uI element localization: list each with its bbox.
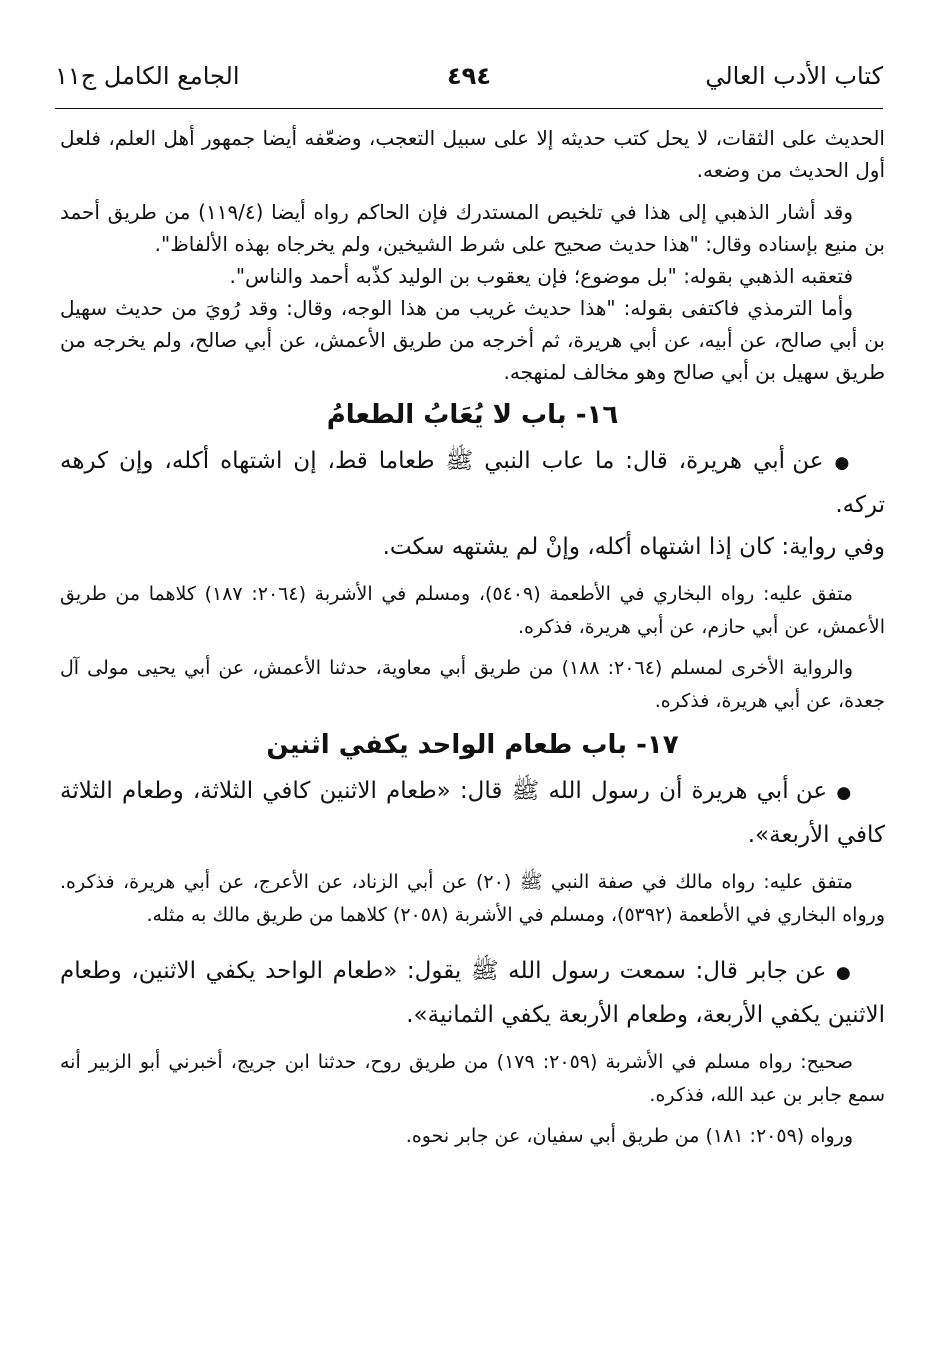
paragraph: الحديث على الثقات، لا يحل كتب حديثه إلا على سبيل التعجب، وضعّفه أيضا جمهور أهل العلم، فلعل أول الحديث من وضعه.	[60, 126, 885, 182]
bullet-icon: ●	[834, 453, 853, 473]
bullet-icon: ●	[836, 783, 854, 803]
takhrij-note: صحيح: رواه مسلم في الأشربة (٢٠٥٩: ١٧٩) من طريق روح، حدثنا ابن جريج، أخبرني أبو الزبير أنه سمع جابر بن عبد الله، فذكره.	[60, 1051, 885, 1106]
hadith-text	[60, 440, 885, 526]
paragraph: فتعقبه الذهبي بقوله: "بل موضوع؛ فإن يعقوب بن الوليد كذّبه أحمد والناس".	[229, 264, 853, 288]
paragraph: وقد أشار الذهبي إلى هذا في تلخيص المستدرك فإن الحاكم رواه أيضا (١١٩/٤) من طريق أحمد بن منيع بإسناده وقال: "هذا حديث صحيح على شرط الشيخين، ولم يخرجاه بهذه الألفاظ".	[60, 200, 885, 256]
spacer	[60, 940, 885, 950]
chapter-heading-17: ١٧- باب طعام الواحد يكفي اثنين	[266, 730, 679, 760]
hadith-text	[60, 770, 885, 856]
bullet-icon: ●	[835, 963, 853, 983]
paragraph: وأما الترمذي فاكتفى بقوله: "هذا حديث غريب من هذا الوجه، وقال: وقد رُويَ من حديث سهيل بن أبي صالح، عن أبيه، عن أبي هريرة، ثم أخرجه من طريق الأعمش، عن أبي صالح، ولم يخرجه من طريق سهيل بن أبي صالح وهو مخالف لمنهجه.	[60, 296, 885, 384]
hadith-text	[60, 950, 885, 1036]
hadith-body: عن أبي هريرة، قال: ما عاب النبي ﷺ طعاما قط، إن اشتهاه أكله، وإن كرهه تركه.	[60, 448, 885, 518]
chapter-heading-16: ١٦- باب لا يُعَابُ الطعامُ	[326, 400, 619, 430]
hadith-body: عن جابر قال: سمعت رسول الله ﷺ يقول: «طعام الواحد يكفي الاثنين، وطعام الاثنين يكفي الأربعة، وطعام الأربعة يكفي الثمانية».	[60, 958, 885, 1028]
takhrij-note: متفق عليه: رواه البخاري في الأطعمة (٥٤٠٩)، ومسلم في الأشربة (٢٠٦٤: ١٨٧) كلاهما من طريق الأعمش، عن أبي حازم، عن أبي هريرة، فذكره.	[60, 583, 885, 638]
takhrij-note: متفق عليه: رواه مالك في صفة النبي ﷺ (٢٠) عن أبي الزناد، عن الأعرج، عن أبي هريرة، فذكره. ورواه البخاري في الأطعمة (٥٣٩٢)، ومسلم في الأشربة (٢٠٥٨) كلاهما من طريق مالك به مثله.	[60, 871, 885, 926]
page-content	[60, 122, 885, 1161]
hadith-body: عن أبي هريرة أن رسول الله ﷺ قال: «طعام الاثنين كافي الثلاثة، وطعام الثلاثة كافي الأربعة».	[60, 778, 885, 848]
takhrij-note: ورواه (٢٠٥٩: ١٨١) من طريق أبي سفيان، عن جابر نحوه.	[405, 1125, 853, 1147]
takhrij-note: والرواية الأخرى لمسلم (٢٠٦٤: ١٨٨) من طريق أبي معاوية، حدثنا الأعمش، عن أبي يحيى مولى آل جعدة، عن أبي هريرة، فذكره.	[60, 657, 885, 712]
header-rule	[55, 108, 883, 109]
book-title: كتاب الأدب العالي	[705, 62, 883, 90]
page-number: ٤٩٤	[447, 62, 491, 90]
page-header	[55, 62, 883, 102]
riwaya-text: وفي رواية: كان إذا اشتهاه أكله، وإنْ لم يشتهه سكت.	[382, 534, 885, 560]
volume-title: الجامع الكامل ج١١	[55, 62, 240, 90]
